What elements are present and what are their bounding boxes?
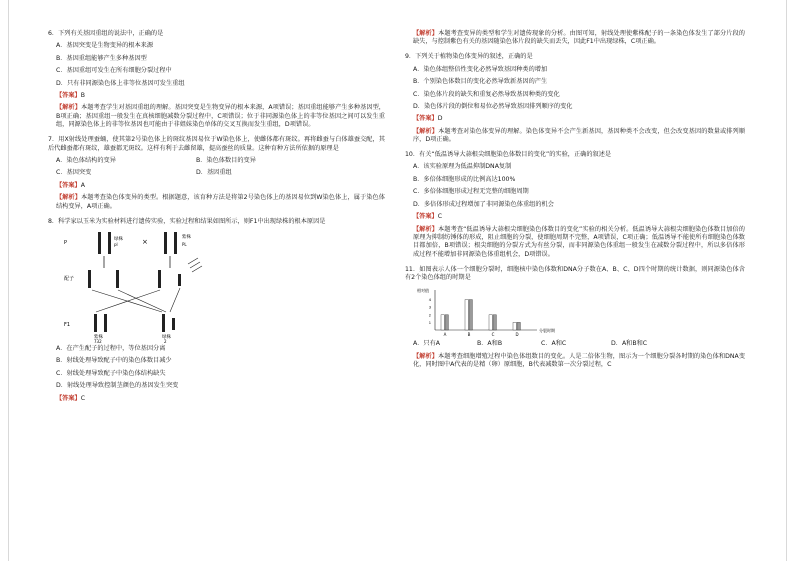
q11-option-b: B．A和B [477,340,503,348]
x-tick-label: D [515,332,519,338]
p-left-phenotype: 绿株 [114,236,123,242]
cross-line-1 [92,290,162,312]
q6-option-b: B．基因重组能够产生多种基因型 [56,54,147,62]
q7-option-d: D．基因重组 [196,169,232,177]
q10-option-a: A．该实验原理为低温抑制DNA复制 [413,163,512,171]
cross-line-2 [96,290,160,312]
p-label: P [64,239,68,246]
radiation-line-1 [188,258,198,264]
q8-genetics-diagram [64,228,244,343]
q8-option-b: B．射线处理导致配子中的染色体数目减少 [56,357,172,365]
gamete-chromosome-4 [178,274,181,286]
cross-symbol: × [142,237,148,246]
q10-option-c: C．多倍体细胞形成过程无完整的细胞周期 [413,188,529,196]
q11-analysis [405,353,745,370]
q6-answer [48,92,385,100]
answer-tag: 【答案】 [413,115,438,123]
f1-left-phenotype: 紫株 [94,334,103,340]
q9-option-d: D．染色体片段的倒位和易位必然导致基因排列顺序的变化 [413,102,573,110]
x-tick-label: C [491,332,495,338]
gamete-chromosome-1 [88,270,91,288]
q10-option-b: B．多倍体细胞形成的比例高达100% [413,175,516,183]
q9-stem: 9．下列关于植物染色体变异的叙述，正确的是 [405,53,533,61]
f1-right-count: 2 [164,338,167,343]
y-tick-label: 1 [428,321,431,326]
p-right-phenotype: 紫株 [182,234,191,240]
q7-options-row1 [48,157,385,165]
bar-D-series2 [517,323,520,331]
q7-stem: 7．用X射线处理蚕蛹，使其第2号染色体上的斑纹基因易位于W染色体上，使雌体都有斑纹。再将雌蚕与白体雄蚕交配，其后代雌蚕都有斑纹，雄蚕都无斑纹。这样有利于去雌留雄，提高蚕丝的质量。这种育种方法所依据的原理是 [48,136,385,152]
radiation-line-2 [190,262,200,268]
q11-option-d: D．A和B和C [611,340,648,348]
cross-line-3 [118,290,166,312]
q11-stem: 11．如图表示人体一个细胞分裂时，细胞核中染色体数和DNA分子数在A、B、C、D四个时期的统计数据，则同源染色体含有2个染色体组的时期是 [405,265,745,282]
q6-option-d: D．只有非同源染色体上非等位基因可发生重组 [56,79,185,87]
f1-chromosome-1 [94,314,97,332]
q8-option-c: C．射线处理导致配子中染色体结构缺失 [56,369,166,377]
p-left-gene: pl [114,241,118,247]
bar-C-series1 [489,315,492,330]
q11-bar-chart [417,284,577,340]
q11-option-c: C．A和C [541,340,567,348]
answer-tag: 【答案】 [56,92,81,100]
chart-xlabel: 分裂时期 [539,328,555,334]
q9-option-b: B．个别染色体数目的变化必然导致新基因的产生 [413,78,548,86]
left-column [48,30,385,403]
q10-analysis [405,226,745,260]
p-chromosome-4 [174,232,177,254]
q7-answer-value: A [80,181,85,189]
gamete-label: 配子 [64,275,75,282]
q7-options-row2 [48,169,385,177]
gamete-chromosome-2 [116,270,119,288]
q9-answer [405,115,745,123]
q7-analysis-text: 本题考查染色体变异的类型。根据题意，该育种方法是将第2号染色体上的基因易位到W染色体上，属于染色体结构变异，A项正确。 [56,194,385,210]
q8-option-a: A．在产生配子的过程中，等位基因分离 [56,344,166,352]
x-tick-label: B [467,332,471,338]
q11-analysis-text: 本题考查细胞增殖过程中染色体组数目的变化。人是二倍体生物，图示为一个细胞分裂各时期的染色体和DNA变化，同时图中A代表的是精（卵）原细胞，B代表减数第一次分裂过程，C [413,352,746,369]
bar-C-series2 [493,315,496,330]
q8-stem: 8．科学家以玉米为实验材料进行遗传实验，实验过程和结果如图所示，则F1中出现绿株的根本原因是 [48,217,326,225]
f1-left-count: 732 [94,338,102,343]
y-tick-label: 3 [428,306,431,311]
q11-options-row [405,340,745,348]
cross-line-4 [170,288,180,312]
x-tick-label: A [443,332,447,338]
p-chromosome-1 [98,232,101,254]
q8-analysis [405,30,745,47]
q6-option-c: C．基因重组可发生在所有细胞分裂过程中 [56,67,172,75]
q9-analysis [405,128,745,145]
cross-diagram-svg [64,228,244,343]
answer-tag: 【答案】 [56,181,81,189]
answer-tag: 【答案】 [413,213,438,221]
analysis-tag: 【解析】 [413,225,439,233]
bar-A-series2 [445,315,448,330]
q10-stem: 10．有关“低温诱导大蒜根尖细胞染色体数目的变化”的实验，正确的叙述是 [405,151,612,159]
bar-D-series1 [513,323,516,331]
q7-option-a: A．染色体结构的变异 [56,156,116,164]
bar-A-series1 [441,315,444,330]
q8-answer [48,395,385,403]
q11-option-a: A．只有A [413,340,441,348]
chart-bars [441,300,520,330]
q6-analysis-text: 本题考查学生对基因重组的理解。基因突变是生物变异的根本来源，A项错误；基因重组能够产生多种基因型，B项正确；基因重组一般发生在真核细胞减数分裂过程中，C项错误；位于非同源染色体上的非等位基因之间可以发生重组，同源染色体上的非等位基因也可能由于非姐妹染色单体的交叉互换而发生重组，D项错误。 [56,104,385,129]
q6-option-a: A．基因突变是生物变异的根本来源 [56,42,154,50]
p-right-gene: PL [182,241,187,247]
f1-chromosome-3 [162,314,165,332]
radiation-line-3 [192,266,202,272]
analysis-tag: 【解析】 [56,194,82,202]
q8-answer-value: C [80,394,86,402]
q10-answer-value: C [437,213,443,221]
f1-right-phenotype: 绿株 [162,334,171,340]
analysis-tag: 【解析】 [413,127,439,135]
p-chromosome-2 [108,232,111,254]
q6-stem: 6．下列有关基因重组的说法中，正确的是 [48,30,164,37]
f1-chromosome-2 [104,314,107,332]
q6-analysis [48,104,385,129]
q7-answer [48,182,385,190]
q7-option-b: B．染色体数目的变异 [196,156,256,164]
chart-ylabel: 相对值 [417,288,429,294]
q9-analysis-text: 本题考查对染色体变异的理解。染色体变异不会产生新基因，基因种类不会改变，但会改变基因的数量或排列顺序，D项正确。 [413,127,745,144]
q8-option-d: D．射线处理导致控制茎颜色的基因发生突变 [56,382,179,390]
y-tick-label: 4 [428,298,431,303]
q9-answer-value: D [437,115,443,123]
q10-analysis-text: 本题考查“低温诱导大蒜根尖细胞染色体数目的变化”实验的相关分析。低温诱导大蒜根尖细胞染色体数目加倍的原理为抑制纺锤体的形成，阻止细胞的分裂，使细胞周期不完整，A项错误，C项正确；低温诱导不能使所有细胞染色体数目都加倍，B项错误；根尖细胞的分裂方式为有丝分裂，而非同源染色体重组一般发生在减数分裂过程中，所以多倍体形成过程不能增加非同源染色体重组机会，D项错误。 [413,225,745,258]
q7-analysis [48,194,385,211]
analysis-tag: 【解析】 [413,352,438,360]
gamete-chromosome-3 [158,270,161,288]
q10-answer [405,213,745,221]
analysis-tag: 【解析】 [56,104,81,112]
answer-tag: 【答案】 [56,394,81,402]
page-right-edge [786,0,787,561]
analysis-tag: 【解析】 [413,30,439,37]
right-column [405,30,745,370]
q7-option-c: C．基因突变 [56,169,92,177]
bar-B-series1 [465,300,468,330]
q8-analysis-text: 本题考查变异的类型和学生对遗传现象的分析。由图可知，射线处理使紫株配子的一条染色体发生了部分片段的缺失，与控制紫色有关的基因随染色体片段的缺失而丢失，因此F1中出现绿株，C项正确。 [413,30,745,46]
y-tick-label: 2 [428,313,431,318]
q9-option-a: A．染色体组整倍性变化必然导致基因种类的增加 [413,65,548,73]
f1-chromosome-4 [172,318,175,330]
p-chromosome-3 [164,232,167,254]
q9-option-c: C．染色体片段的缺失和重复必然导致基因种类的变化 [413,90,560,98]
page-left-edge [8,0,9,561]
q11-chart-svg [417,284,577,340]
q10-option-d: D．多倍体形成过程增加了非同源染色体重组的机会 [413,200,554,208]
bar-B-series2 [469,300,472,330]
q6-answer-value: B [80,92,85,100]
f1-label: F1 [64,321,71,328]
